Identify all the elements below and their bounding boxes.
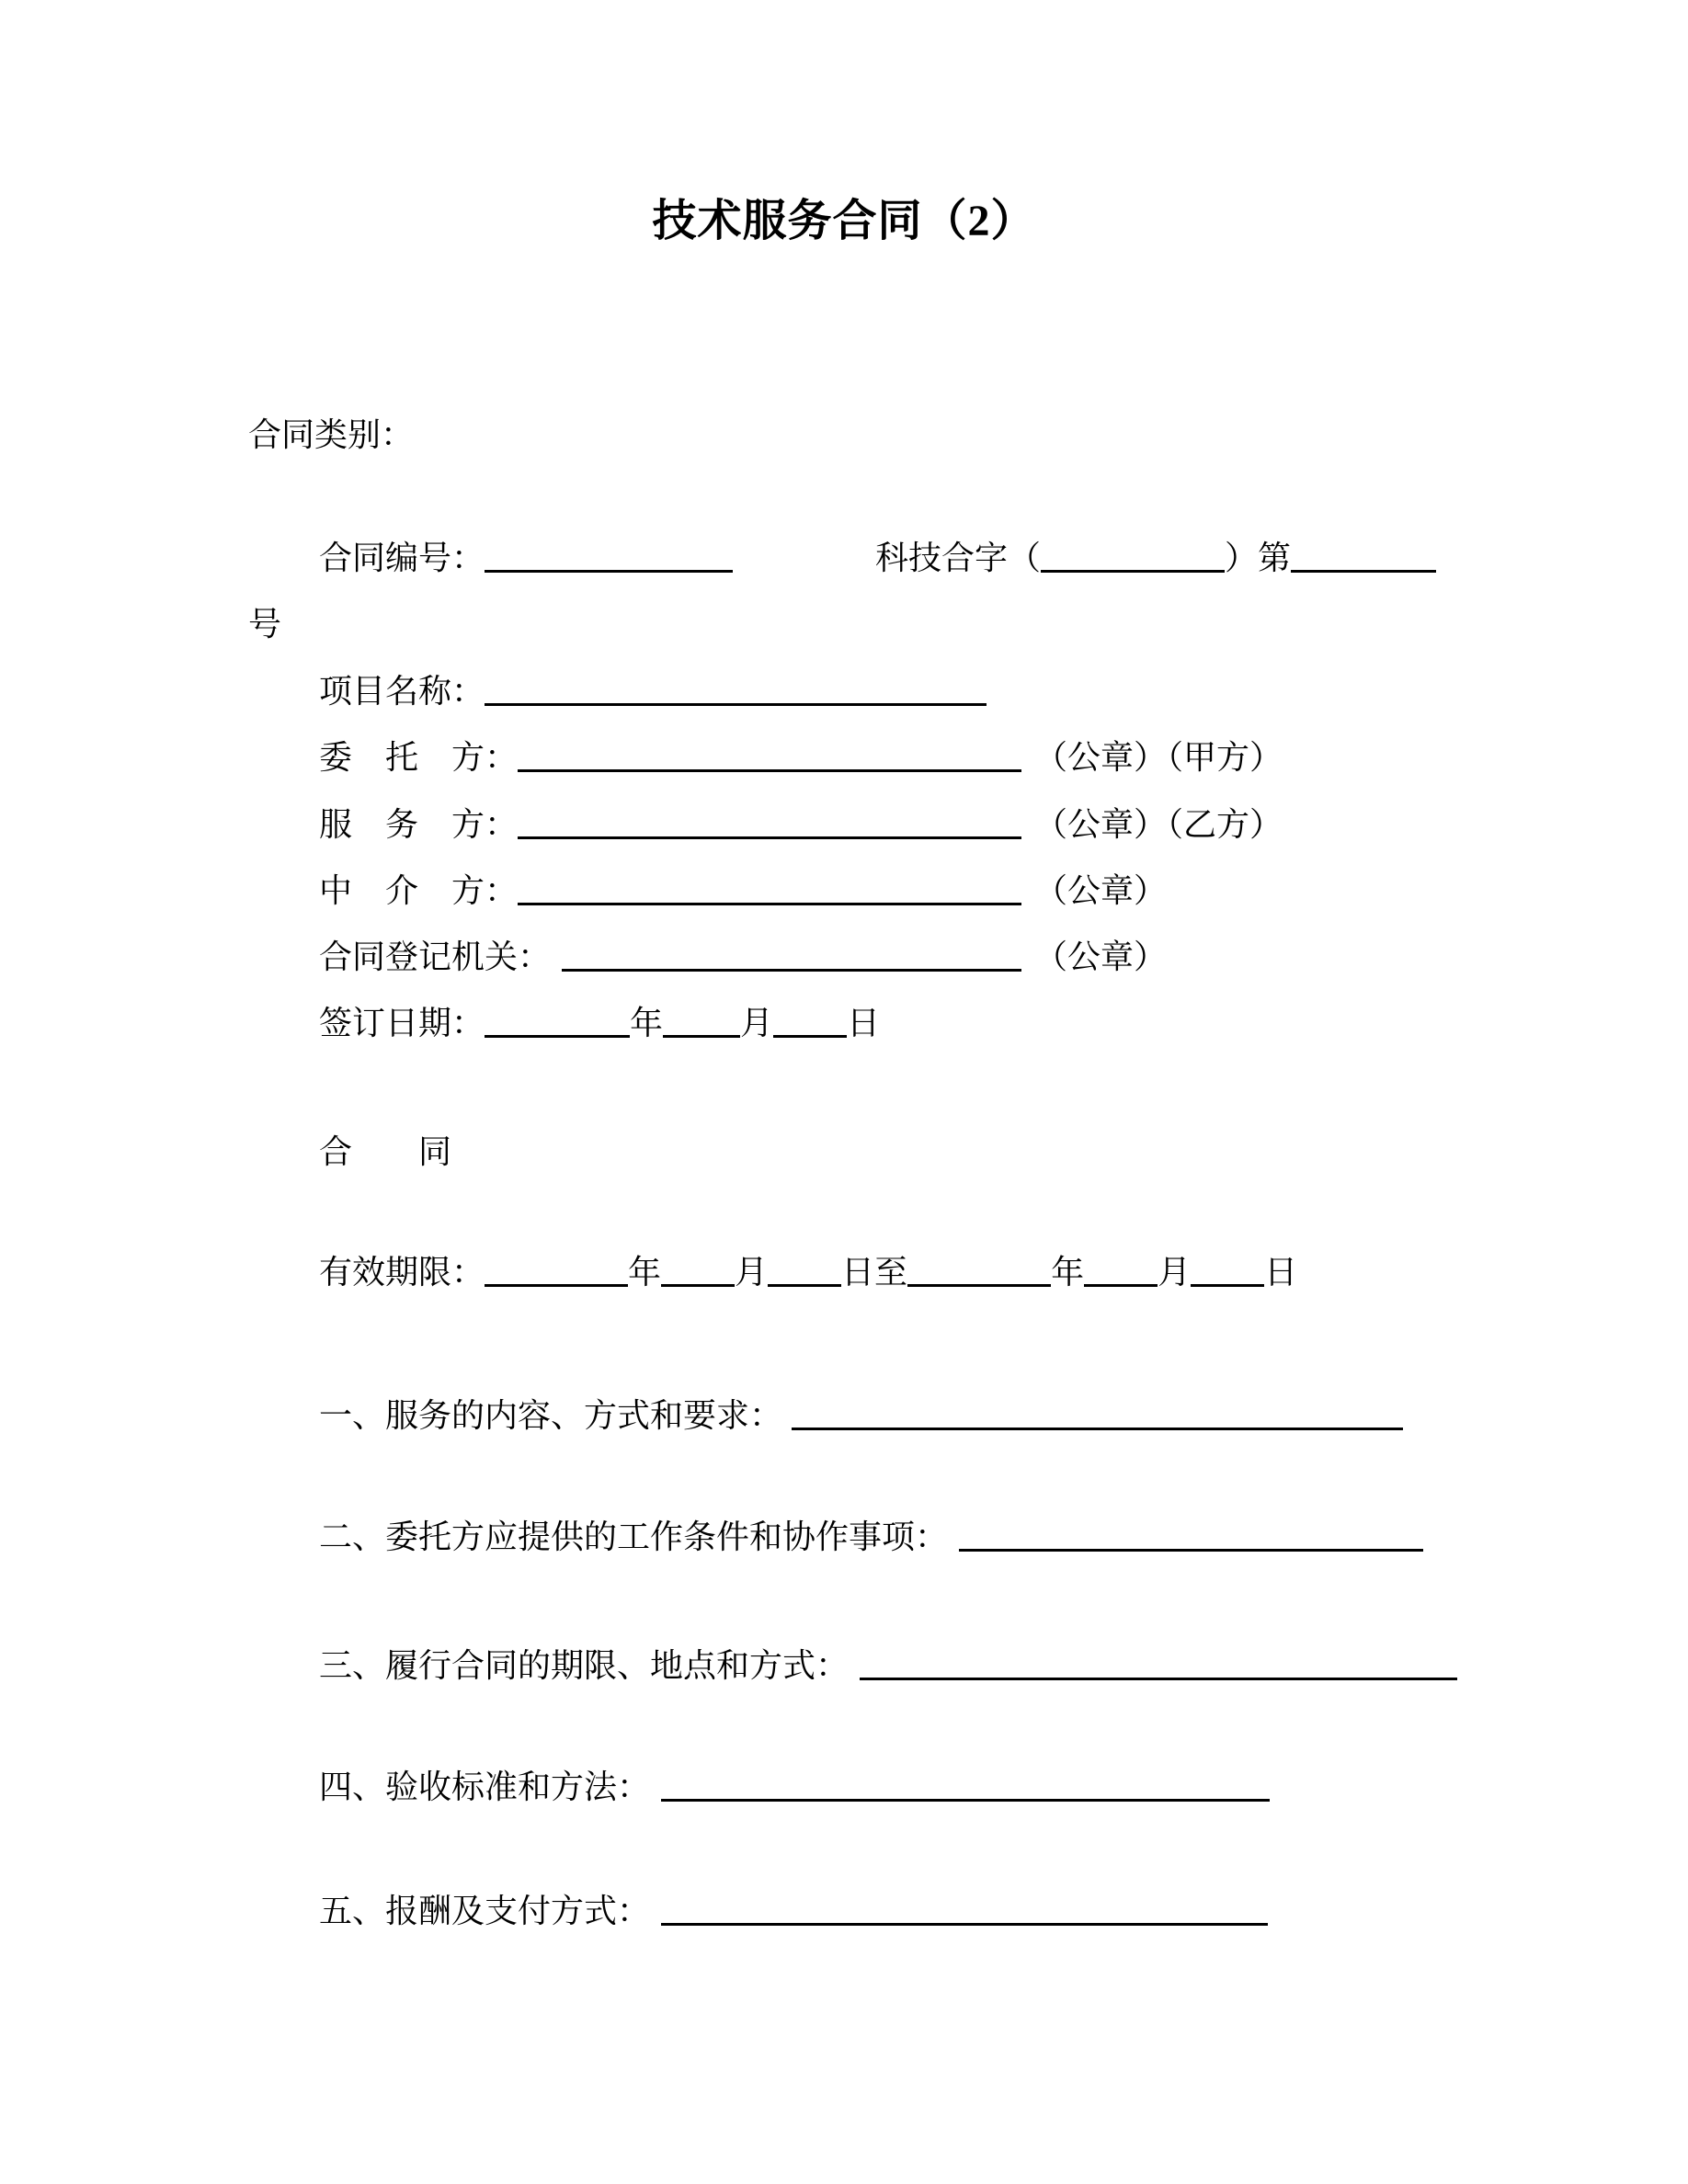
year-unit-label: 年 [1051,1254,1085,1291]
blank-valid-from-year [485,1284,628,1287]
validity-line [319,1253,1297,1292]
service-seal-label: （公章）（乙方） [1034,806,1283,843]
serial-tail-label: 号 [248,606,282,643]
month-unit-label: 月 [1158,1254,1192,1291]
spacer [1021,901,1034,902]
item5-label: 五、报酬及支付方式： [319,1893,651,1929]
month-unit-label: 月 [735,1254,769,1291]
blank-item2 [959,1549,1423,1552]
item1-label: 一、服务的内容、方式和要求： [319,1397,783,1434]
blank-client-name [518,769,1021,772]
category-line [248,415,414,455]
client-label: 委 托 方： [319,739,519,776]
item2-line [319,1518,1423,1557]
blank-sign-day [773,1035,847,1038]
contract-number-line [319,539,1436,578]
intermediary-line [319,871,1167,911]
blank-valid-to-month [1084,1284,1158,1287]
month-unit-label: 月 [740,1005,774,1041]
spacer [650,1797,661,1798]
spacer [551,967,562,968]
item3-line [319,1646,1457,1686]
blank-serial-inner [1041,570,1225,573]
registry-line [319,938,1167,977]
spacer [733,568,875,569]
spacer [849,1676,860,1677]
document-title: 技术服务合同（2） [652,197,1036,245]
project-name-label: 项目名称： [319,673,485,710]
spacer [782,1426,792,1427]
day-unit-label: 日 [1264,1254,1298,1291]
blank-project-name [485,703,987,706]
blank-sign-year [485,1035,630,1038]
blank-item4 [661,1799,1270,1802]
blank-serial-number [1291,570,1436,573]
item2-label: 二、委托方应提供的工作条件和协作事项： [319,1519,949,1555]
intermediary-seal-label: （公章） [1034,872,1168,909]
blank-item3 [860,1678,1457,1680]
service-provider-label: 服 务 方： [319,806,519,843]
client-line [319,738,1283,778]
contract-heading-line [319,1132,451,1172]
serial-mid-label: ）第 [1225,540,1292,576]
category-label: 合同类别： [248,416,415,453]
spacer [1021,967,1034,968]
spacer [650,1921,661,1922]
service-provider-line [319,805,1283,845]
contract-heading-label: 合 同 [319,1133,452,1170]
registry-label: 合同登记机关： [319,938,552,975]
sign-date-label: 签订日期： [319,1005,485,1041]
blank-sign-month [663,1035,740,1038]
year-unit-label: 年 [628,1254,662,1291]
sign-date-line [319,1004,880,1043]
serial-prefix-label: 科技合字（ [875,540,1042,576]
blank-valid-to-year [907,1284,1051,1287]
item3-label: 三、履行合同的期限、地点和方式： [319,1647,850,1684]
day-to-label: 日至 [841,1254,908,1291]
validity-label: 有效期限： [319,1254,485,1291]
spacer [1021,835,1034,836]
blank-valid-to-day [1191,1284,1264,1287]
registry-seal-label: （公章） [1034,938,1168,975]
spacer [948,1547,959,1548]
item1-line [319,1396,1403,1436]
intermediary-label: 中 介 方： [319,872,519,909]
year-unit-label: 年 [630,1005,664,1041]
client-seal-label: （公章）（甲方） [1034,739,1283,776]
blank-item1 [792,1428,1403,1430]
item4-label: 四、验收标准和方法： [319,1769,651,1805]
blank-intermediary-name [518,903,1021,905]
blank-valid-from-day [768,1284,841,1287]
serial-tail-line [248,605,281,644]
blank-valid-from-month [661,1284,735,1287]
blank-service-provider-name [518,836,1021,839]
blank-registry-name [562,969,1021,972]
item5-line [319,1892,1268,1931]
blank-contract-number [485,570,733,573]
project-name-line [319,672,987,711]
blank-item5 [661,1923,1268,1926]
contract-number-label: 合同编号： [319,540,485,576]
item4-line [319,1768,1270,1807]
day-unit-label: 日 [847,1005,881,1041]
